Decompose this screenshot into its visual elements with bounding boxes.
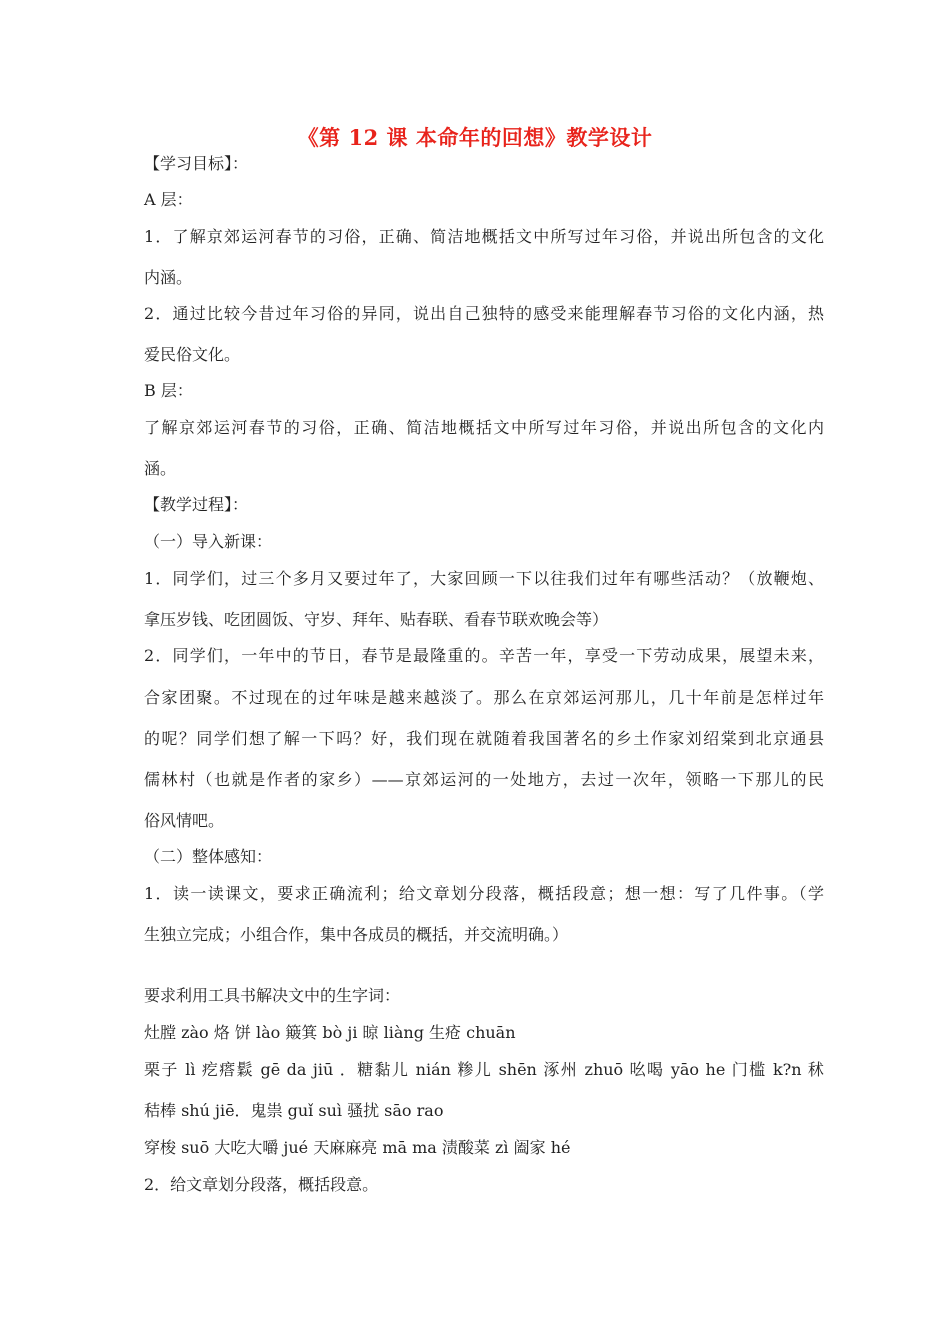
paragraph-line: 儒林村（也就是作者的家乡）——京郊运河的一处地方，去过一次年，领略一下那儿的民: [144, 770, 824, 789]
paragraph-line: 内涵。: [144, 268, 193, 287]
paragraph-line: 要求利用工具书解决文中的生字词：: [144, 986, 401, 1005]
paragraph-line: 1．同学们，过三个多月又要过年了，大家回顾一下以往我们过年有哪些活动？（放鞭炮、: [144, 569, 824, 588]
paragraph-line: 2．同学们，一年中的节日，春节是最隆重的。辛苦一年，享受一下劳动成果，展望未来，: [144, 646, 824, 665]
level-b-heading: B 层：: [144, 381, 193, 400]
subsection-heading: （二）整体感知：: [144, 847, 273, 866]
paragraph-line: 的呢？同学们想了解一下吗？好，我们现在就随着我国著名的乡土作家刘绍棠到北京通县: [144, 729, 824, 748]
paragraph-line: 爱民俗文化。: [144, 345, 241, 364]
paragraph-line: 合家团聚。不过现在的过年味是越来越淡了。那么在京郊运河那儿，几十年前是怎样过年: [144, 688, 824, 707]
paragraph-line: 1．读一读课文，要求正确流利；给文章划分段落，概括段意；想一想：写了几件事。（学: [144, 884, 824, 903]
paragraph-line: 俗风情吧。: [144, 811, 225, 830]
paragraph-line: 2．通过比较今昔过年习俗的异同，说出自己独特的感受来能理解春节习俗的文化内涵，热: [144, 304, 824, 323]
paragraph-line: 涵。: [144, 459, 177, 478]
paragraph-line: 拿压岁钱、吃团圆饭、守岁、拜年、贴春联、看春节联欢晚会等）: [144, 610, 609, 629]
vocabulary-line: 灶膛 zào 烙 饼 lào 簸箕 bò ji 晾 liàng 生疮 chuān: [144, 1023, 516, 1042]
section-heading-learning-goals: 【学习目标】：: [144, 154, 249, 173]
document-title: 《第 12 课 本命年的回想》教学设计: [297, 125, 653, 150]
vocabulary-line: 秸棒 shú jiē．鬼祟 guǐ suì 骚扰 sāo rao: [144, 1101, 444, 1120]
section-heading-teaching-process: 【教学过程】：: [144, 495, 249, 514]
vocabulary-line: 穿梭 suō 大吃大嚼 jué 天麻麻亮 mā ma 渍酸菜 zì 阖家 hé: [144, 1138, 571, 1157]
paragraph-line: 2．给文章划分段落，概括段意。: [144, 1175, 379, 1194]
vocabulary-line: 栗子 lì 疙瘩鬏 gē da jiū ．糖黏儿 nián 糁儿 shēn 涿州 zhuō 吆喝 yāo he 门槛 k?n 秫: [144, 1060, 824, 1079]
subsection-heading: （一）导入新课：: [144, 532, 273, 551]
paragraph-line: 1．了解京郊运河春节的习俗，正确、简洁地概括文中所写过年习俗，并说出所包含的文化: [144, 227, 824, 246]
paragraph-line: 生独立完成；小组合作，集中各成员的概括，并交流明确。）: [144, 925, 569, 944]
paragraph-line: 了解京郊运河春节的习俗，正确、简洁地概括文中所写过年习俗，并说出所包含的文化内: [144, 418, 824, 437]
level-a-heading: A 层：: [144, 190, 193, 209]
